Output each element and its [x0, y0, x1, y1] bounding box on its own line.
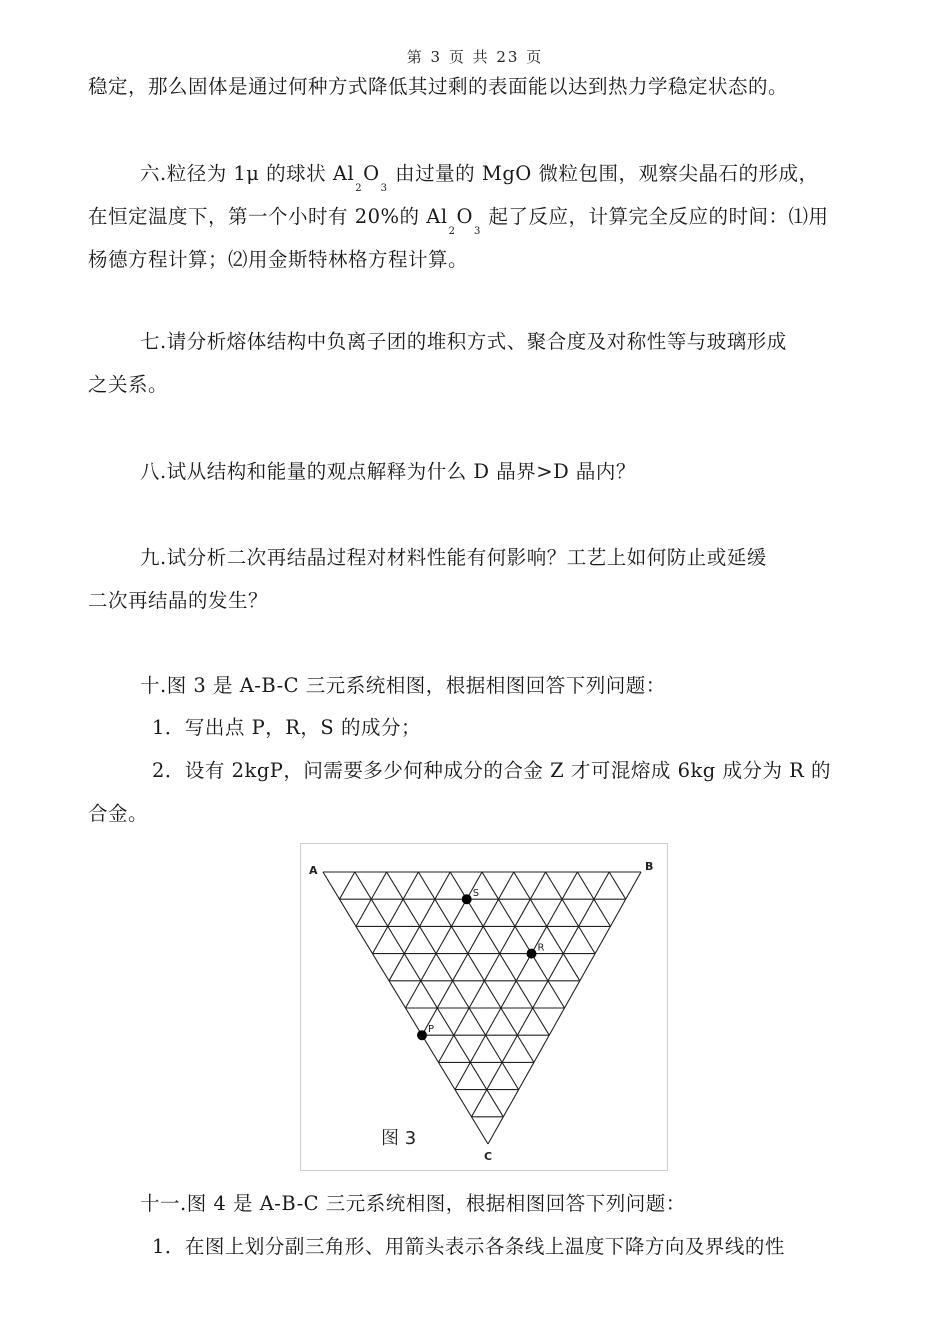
question-6-line-1: 六.粒径为 1μ 的球状 $Al_2O_3$ 由过量的 MgO 微粒包围，观察尖晶石的形成， [140, 162, 819, 194]
ternary-phase-diagram-figure [300, 843, 668, 1171]
point-label-p: P [428, 1024, 435, 1036]
point-s [462, 894, 472, 904]
question-6-line-2: 在恒定温度下，第一个小时有 20%的 $Al_2O_3$ 起了反应，计算完全反应的时间：⑴用 [88, 205, 829, 237]
grid-line-b [418, 872, 534, 1062]
question-8-line-1: 八.试从结构和能量的观点解释为什么 D 晶界>D 晶内？ [140, 460, 636, 483]
question-6-line-3: 杨德方程计算；⑵用金斯特林格方程计算。 [88, 248, 469, 271]
vertex-label-c: C [484, 1150, 493, 1163]
point-r [527, 949, 537, 959]
vertex-label-a: A [309, 864, 318, 877]
question-10-item-1: 1．写出点 P，R，S 的成分； [152, 716, 421, 739]
question-11-item-1: 1．在图上划分副三角形、用箭头表示各条线上温度下降方向及界线的性 [152, 1235, 785, 1258]
grid-line-b [609, 872, 626, 899]
grid-line-a [406, 872, 483, 1008]
question-9-line-1: 九.试分析二次再结晶过程对材料性能有何影响？工艺上如何防止或延缓 [140, 546, 767, 569]
figure-caption: 图 3 [381, 1128, 417, 1149]
point-p [417, 1030, 427, 1040]
question-10-item-2: 2．设有 2kgP，问需要多少何种成分的合金 Z 才可混熔成 6kg 成分为 R 的 [152, 759, 832, 782]
question-10-item-2-cont: 合金。 [88, 802, 149, 825]
question-11-line-1: 十一.图 4 是 A-B-C 三元系统相图，根据相图回答下列问题： [140, 1192, 686, 1215]
question-7-line-2: 之关系。 [88, 373, 169, 396]
grid-line-a [340, 872, 355, 899]
point-label-r: R [537, 942, 545, 954]
point-label-s: S [472, 888, 480, 900]
ternary-diagram-svg [301, 844, 667, 1170]
grid-line-a [439, 872, 546, 1062]
grid-line-b [482, 872, 565, 1008]
vertex-label-b: B [645, 860, 654, 873]
question-9-line-2: 二次再结晶的发生？ [88, 589, 269, 612]
page-header: 第 3 页 共 23 页 [406, 48, 544, 66]
paragraph-top: 稳定，那么固体是通过何种方式降低其过剩的表面能以达到热力学稳定状态的。 [88, 75, 789, 98]
question-10-line-1: 十.图 3 是 A-B-C 三元系统相图，根据相图回答下列问题： [140, 674, 666, 697]
question-7-line-1: 七.请分析熔体结构中负离子团的堆积方式、聚合度及对称性等与玻璃形成 [140, 330, 787, 353]
